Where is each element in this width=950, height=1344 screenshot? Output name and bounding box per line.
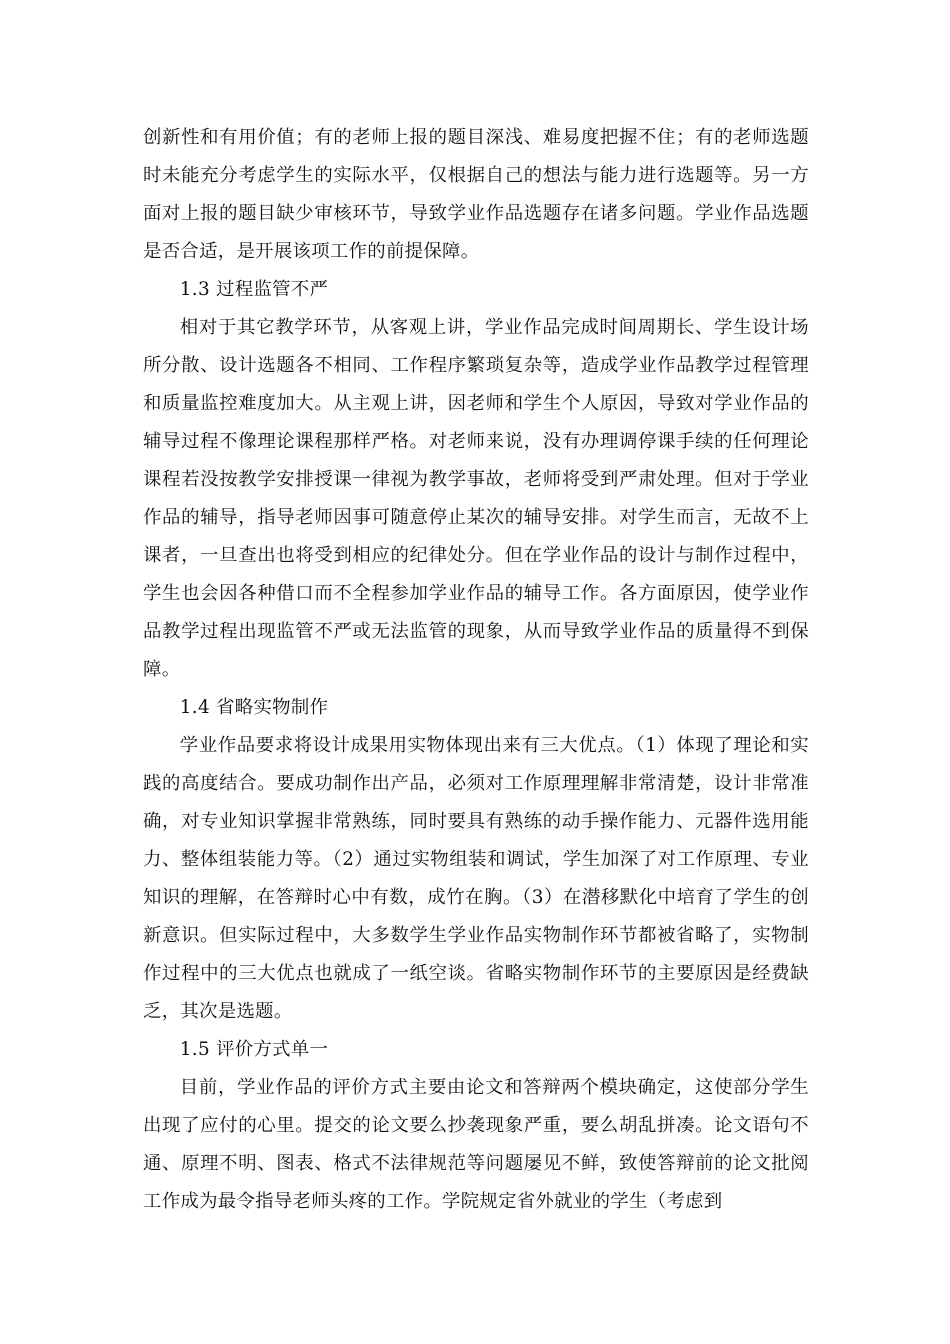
document-body: [143, 119, 809, 1221]
paragraph-evaluation-method: 目前，学业作品的评价方式主要由论文和答辩两个模块确定，这使部分学生出现了应付的心里。提交的论文要么抄袭现象严重，要么胡乱拼凑。论文语句不通、原理不明、图表、格式不法律规范等问题屡见不鲜，致使答辩前的论文批阅工作成为最令指导老师头疼的工作。学院规定省外就业的学生（考虑到: [143, 1077, 809, 1212]
paragraph-process-supervision: 相对于其它教学环节，从客观上讲，学业作品完成时间周期长、学生设计场所分散、设计选题各不相同、工作程序繁琐复杂等，造成学业作品教学过程管理和质量监控难度加大。从主观上讲，因老师和学生个人原因，导致对学业作品的辅导过程不像理论课程那样严格。对老师来说，没有办理调停课手续的任何理论课程若没按教学安排授课一律视为教学事故，老师将受到严肃处理。但对于学业作品的辅导，指导老师因事可随意停止某次的辅导安排。对学生而言，无故不上课者，一旦查出也将受到相应的纪律处分。但在学业作品的设计与制作过程中，学生也会因各种借口而不全程参加学业作品的辅导工作。各方面原因，使学业作品教学过程出现监管不严或无法监管的现象，从而导致学业作品的质量得不到保障。: [143, 317, 809, 680]
section-heading-1-3: 1.3 过程监管不严: [179, 279, 329, 300]
section-heading-1-4: 1.4 省略实物制作: [179, 697, 329, 718]
section-heading-1-5: 1.5 评价方式单一: [179, 1039, 329, 1060]
paragraph-continued: 创新性和有用价值；有的老师上报的题目深浅、难易度把握不住；有的老师选题时未能充分考虑学生的实际水平，仅根据自己的想法与能力进行选题等。另一方面对上报的题目缺少审核环节，导致学业作品选题存在诸多问题。学业作品选题是否合适，是开展该项工作的前提保障。: [143, 127, 809, 262]
paragraph-physical-production: 学业作品要求将设计成果用实物体现出来有三大优点。（1）体现了理论和实践的高度结合。要成功制作出产品，必须对工作原理理解非常清楚，设计非常准确，对专业知识掌握非常熟练，同时要具有熟练的动手操作能力、元器件选用能力、整体组装能力等。（2）通过实物组装和调试，学生加深了对工作原理、专业知识的理解，在答辩时心中有数，成竹在胸。（3）在潜移默化中培育了学生的创新意识。但实际过程中，大多数学生学业作品实物制作环节都被省略了，实物制作过程中的三大优点也就成了一纸空谈。省略实物制作环节的主要原因是经费缺乏，其次是选题。: [143, 735, 809, 1022]
